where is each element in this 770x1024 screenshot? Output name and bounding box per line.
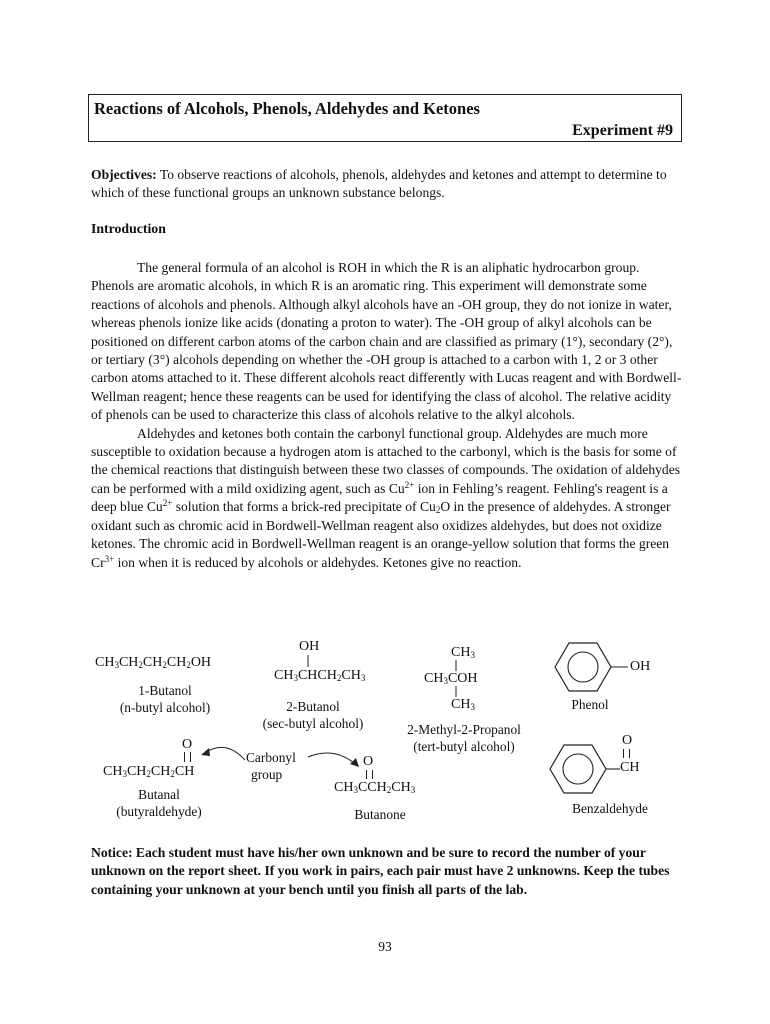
tert-butanol-common-name: (tert-butyl alcohol) [413, 739, 515, 754]
benzaldehyde-double-bond [623, 749, 630, 758]
butanal-formula: $CH_3CH_2CH_2CH$ [103, 764, 195, 779]
butanol-formula: $CH_3CH_2CH_2CH_2OH$ [95, 655, 212, 670]
butanal-name: Butanal [138, 787, 180, 802]
phenol-ring-icon [555, 643, 628, 691]
phenol-oh: OH [630, 659, 651, 674]
carbonyl-arrow-right-icon [308, 753, 354, 763]
butanol-name: 1-Butanol [138, 683, 192, 698]
intro-paragraph-2: Aldehydes and ketones both contain the carbonyl functional group. Aldehydes are much more susceptible to oxidation because a hydrogen atom is attached to the carbonyl, which is the basis for some of the chemical reactions that distinguish between these two classes of compounds. The oxidation of aldehydes can be performed with a mild oxidizing agent, such as $Cu^{2+}$ ion in Fehling’s reagent. Fehling's reagent is a deep blue $Cu^{2+}$ solution that forms a brick-red precipitate of $Cu_2O$ in the presence of aldehydes. A stronger oxidant such as chromic acid in Bordwell-Wellman reagent also oxidizes aldehydes, but does not oxidize ketones. The chromic acid in Bordwell-Wellman reagent is an orange-yellow solution that forms the green $Cr^{3+}$ ion when it is reduced by alcohols or aldehydes. Ketones give no reaction. [91, 425, 681, 570]
sec-butanol-common-name: (sec-butyl alcohol) [262, 716, 364, 731]
tert-butanol-top-ch3: $CH_3$ [451, 645, 475, 660]
objectives-text: To observe reactions of alcohols, phenols, aldehydes and ketones and attempt to determine to which of these functional groups an unknown substance belongs. [91, 167, 667, 201]
butanone-double-bond [366, 770, 373, 779]
page-number: 93 [378, 939, 392, 954]
introduction-heading: Introduction [91, 221, 166, 236]
page-title: Reactions of Alcohols, Phenols, Aldehydes and Ketones [94, 99, 480, 118]
butanone-oxygen: O [363, 754, 374, 769]
butanal-oxygen: O [182, 737, 193, 752]
benzaldehyde-ring-icon [550, 745, 620, 793]
sec-butanol-oh: OH [299, 639, 320, 654]
butanone-name: Butanone [354, 807, 406, 822]
experiment-number: Experiment #9 [572, 122, 673, 139]
sec-butanol-name: 2-Butanol [286, 699, 340, 714]
tert-butanol-bottom-ch3: $CH_3$ [451, 697, 475, 712]
butanal-double-bond [184, 752, 191, 762]
butanal-common-name: (butyraldehyde) [116, 804, 202, 819]
sec-butanol-formula: $CH_3CHCH_2CH_3$ [274, 668, 366, 683]
phenol-name: Phenol [571, 697, 609, 712]
butanone-formula: $CH_3CCH_2CH_3$ [334, 780, 416, 795]
benzaldehyde-ch: CH [620, 760, 640, 775]
objectives-label: Objectives: [91, 167, 157, 182]
carbonyl-label: Carbonyl [246, 750, 296, 765]
benzaldehyde-oxygen: O [622, 733, 633, 748]
benzaldehyde-name: Benzaldehyde [572, 801, 648, 816]
tert-butanol-formula: $CH_3COH$ [424, 671, 478, 686]
tert-butanol-name: 2-Methyl-2-Propanol [407, 722, 521, 737]
carbonyl-arrow-left-icon [206, 747, 245, 760]
intro-paragraph-1: The general formula of an alcohol is ROH in which the R is an aliphatic hydrocarbon group. Phenols are aromatic alcohols, in which R is an aromatic ring. This experiment will demonstrate some reactions of alcohols and phenols. Although alkyl alcohols have an -OH group, they do not ionize in water, whereas phenols ionize like acids (donating a proton to water). The -OH group of alkyl alcohols can be positioned on different carbon atoms of the carbon chain and are classified as primary (1°), secondary (2°), or tertiary (3°) alcohols depending on whether the -OH group is attached to a carbon with 1, 2 or 3 other carbon atoms attached to it. These different alcohols react differently with Lucas reagent and with Bordwell-Wellman reagent; hence these reagents can be used for identifying the class of alcohol. The relative acidity of phenols can be used to characterize this class of alcohols relative to the alkyl alcohols. [91, 260, 682, 423]
carbonyl-group-label: group [251, 767, 283, 782]
butanol-common-name: (n-butyl alcohol) [119, 700, 211, 715]
notice-paragraph: Notice: Each student must have his/her own unknown and be sure to record the number of your unknown on the report sheet. If you work in pairs, each pair must have 2 unknowns. Keep the tubes containing your unknown at your bench until you finish all parts of the lab. [91, 845, 670, 897]
